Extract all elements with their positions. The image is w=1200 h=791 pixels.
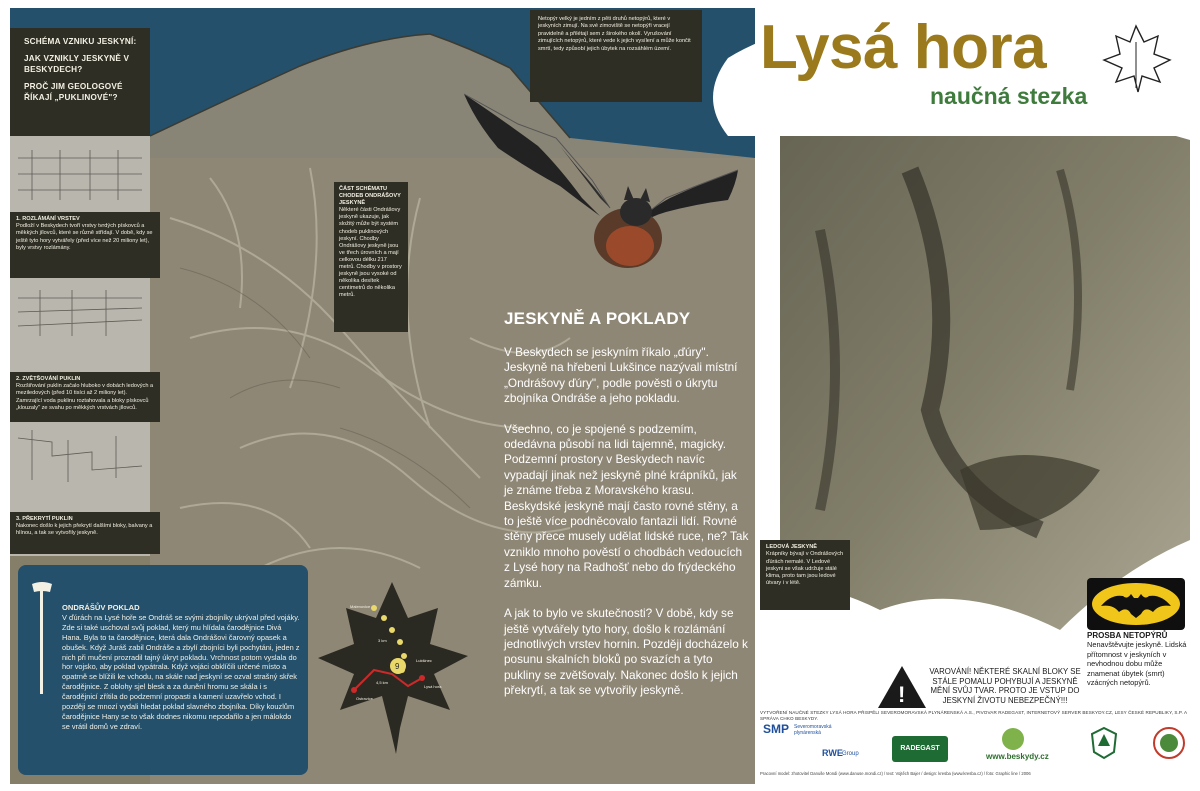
- warning-icon: [876, 664, 928, 710]
- step-title: 3. PŘEKRYTÍ PUKLIN: [16, 516, 73, 522]
- schema-heading: SCHÉMA VZNIKU JESKYNÍ:: [24, 37, 137, 46]
- cave-passages-text: Některé části Ondrášovy jeskyně ukazuje, jak složitý může být systém chodeb puklinových jeskyní. Chodby Ondrášovy jeskyně jsou ve třech úrovních a mají celkovou délku 217 metrů. Chodby v prostory jeskyně jsou vysoké od několika desítek centimetrů do několika metrů.: [339, 207, 402, 299]
- step-text: Nakonec došlo k jejich překrytí dalšími bloky, balvany a hlínou, a tak se vytvořily jeskyně.: [16, 523, 153, 537]
- treasure-body: V ďúrách na Lysé hoře se Ondráš se svými zbojníky ukrýval před vojáky. Zde si také uschoval svůj poklad, který mu hlídala čarodějnice Divá Hana. Byla to ta čarodějnice, která dala Ondrášovi čarovný opasek a obušek. Když Juráš zabil Ondráše a zbylí zbojníci byli pochytáni, jeden z nich při mučení prozradil tajný úkryt pokladu. Vrchnost potom vyslala do hor vojsko, aby poklad vypátrala. Když vojáci obklíčili určené místo a opatrně se blížili ke vchodu, na skále nad jeskyní se ozval strašný skřek čarodějnice. Z oblohy sjel blesk a za dunění hromu se skála i s čarodějnicí zřítila do podzemní propasti a kamení uzavřelo vchod. I později se mnozí vydali hledat poklad slavného zbojníka. Díky kouzlům čarodějnice Hany se to však dodnes nikomu nepodařilo a jen málokdo se vrátil domů ve zdraví.: [62, 612, 300, 731]
- radegast-label: RADEGAST: [900, 745, 940, 752]
- step-text: Podloží v Beskydech tvoří vrstvy tvrdých pískovců a měkkých jílovců, které se různě střídají. V době, kdy se ještě tyto hory vytvářely (před více než 20 miliony let), byly vrstvy rozlámány.: [16, 223, 153, 251]
- main-text: [504, 345, 749, 714]
- step-prekryti-box: [10, 512, 160, 554]
- map-label: Lysá hora: [424, 684, 442, 689]
- map-stop-number: 9: [395, 662, 400, 671]
- radegast-logo: [892, 736, 948, 762]
- warning-mark: !: [898, 682, 906, 707]
- smp-logo: SMP: [763, 722, 790, 736]
- bat-symbol-icon: [1087, 578, 1185, 630]
- ice-cave-box: [760, 540, 850, 610]
- schema-question-2: PROČ JIM GEOLOGOVÉ ŘÍKAJÍ „PUKLINOVÉ"?: [24, 82, 123, 102]
- step-rozlamani-box: [10, 212, 160, 278]
- step-title: 2. ZVĚTŠOVÁNÍ PUKLIN: [16, 376, 81, 382]
- step-zvetsovani-box: [10, 372, 160, 422]
- chko-beskydy-logo: [1152, 726, 1186, 760]
- step-text: Rozšiřování puklin začalo hluboko v dobách ledových a meziledových (před 10 tisíci až 2 miliony let). Zamrzající voda puklinu roztahovala a bloky pískovců „klouzaly" ze svahu po měkkých vrstvách jílovců.: [16, 383, 154, 411]
- bat-symbol-logo: [1087, 578, 1185, 630]
- map-label: Malenovice: [350, 604, 371, 609]
- cave-passages-box: [334, 182, 408, 332]
- main-paragraph: V Beskydech se jeskyním říkalo „ďúry". Jeskyně na hřebeni Lukšince nazývali místní „Ondrášovy ďúry", podle pověsti o úkrytu zbojníka Ondráše a jeho pokladu.: [504, 345, 738, 406]
- lesy-cr-logo: [1090, 726, 1118, 760]
- rwe-subtitle: Group: [842, 751, 859, 757]
- step-title: 1. ROZLÁMÁNÍ VRSTEV: [16, 216, 80, 222]
- partners-line: VYTVOŘENÍ NAUČNÉ STEZKY LYSÁ HORA PŘISPĚLI SEVEROMORAVSKÁ PLYNÁRENSKÁ A.S., PIVOVAR RADEGAST, INTERNETOVÝ SERVER BESKYDY.CZ, LESY ČESKÉ REPUBLIKY, S.P. A SPRÁVA CHKO BESKYDY.: [760, 710, 1187, 721]
- bat-plea-text: Nenavštěvujte jeskyně. Lidská přítomnost v jeskyních v nevhodnou dobu může znamenat úbytek (smrt) vzácných netopýrů.: [1087, 640, 1187, 688]
- ice-cave-text: Krápníky bývají v Ondrášových ďúrách nemalé. V Ledové jeskyni se však udržuje stálé klima, proto tam jsou ledové útvary i v létě.: [766, 551, 844, 587]
- main-title: JESKYNĚ A POKLADY: [504, 309, 691, 328]
- bat-plea: [1087, 631, 1190, 687]
- strata-sketches: [12, 140, 153, 554]
- bat-plea-title: PROSBA NETOPÝRŮ: [1087, 631, 1168, 640]
- main-paragraph: A jak to bylo ve skutečnosti? V době, kdy se ještě vytvářely tyto hory, došlo k rozlámání jednotlivých vrstev hornin. Později docházelo k posunu skalních bloků po svazích a tyto pukliny se zvětšovaly. Nakonec došlo k jejich překrytí, a tak se vytvořily jeskyně.: [504, 606, 748, 698]
- trail-map-leaf: [312, 578, 474, 758]
- schema-questions-box: [10, 28, 150, 136]
- map-label: Ostravice: [356, 696, 373, 701]
- axe-icon: [26, 578, 56, 700]
- map-label: 3 km: [378, 638, 387, 643]
- map-label: Lukšinec: [416, 658, 432, 663]
- ice-cave-title: LEDOVÁ JESKYNĚ: [766, 544, 817, 550]
- map-label: 4,5 km: [376, 680, 389, 685]
- schema-question-1: JAK VZNIKLY JESKYNĚ V BESKYDECH?: [24, 54, 130, 74]
- page-title: Lysá hora: [760, 13, 1047, 82]
- credits-line: Pracovní model: zhotovitel Danuše Mondi (www.danuse.mondi.cz) / text: Vojtěch Bajer / design: kresba (www.kresba.cz) / foto: Graphic line / 2006: [760, 771, 1031, 776]
- bat-note-text: Netopýr velký je jedním z pěti druhů netopýrů, které v jeskyních zimují. Na své zimoviště se netopýři vracejí pravidelně a přilétají sem z širokého okolí. Vyrušování zimujících netopýrů, které vede k jejich vysílení a může končit smrtí, tedy způsobí jejich úbytek na rozsáhlém území.: [538, 16, 691, 52]
- rwe-logo: RWE: [822, 748, 843, 758]
- main-paragraph: Všechno, co je spojené s podzemím, odedávna působí na lidi tajemně, magicky. Podzemní prostory v Beskydech navíc vypadají jinak než jeskyně plné krápníků, jak je známe třeba z Moravského krasu. Beskydské jeskyně mají často rovné stěny, a to ještě více podněcovalo fantazii lidí. Rovné stěny přece musely udělat lidské ruce, ne? Tak vzniklo mnoho pověstí o chodbách vedoucích z Lysé hory na Radhošť nebo do frýdeckého zámku.: [504, 421, 749, 590]
- beskydy-logo-mark: [1002, 728, 1024, 750]
- treasure-text: [62, 603, 300, 732]
- leaf-icon: [1098, 22, 1174, 94]
- warning-text: VAROVÁNÍ! NĚKTERÉ SKALNÍ BLOKY SE STÁLE POMALU POHYBUJÍ A JESKYNĚ MĚNÍ SVŮJ TVAR. PROTO JE VSTUP DO JESKYNÍ ŽIVOTU NEBEZPEČNÝ!!!: [929, 667, 1081, 705]
- smp-subtitle: Severomoravská plynárenská: [794, 724, 832, 736]
- cave-passages-title: ČÁST SCHÉMATU CHODEB ONDRÁŠOVY JESKYNĚ: [339, 186, 401, 207]
- beskydy-logo: www.beskydy.cz: [986, 752, 1049, 761]
- page-subtitle: naučná stezka: [930, 83, 1088, 109]
- treasure-title: ONDRÁŠŮV POKLAD: [62, 603, 140, 612]
